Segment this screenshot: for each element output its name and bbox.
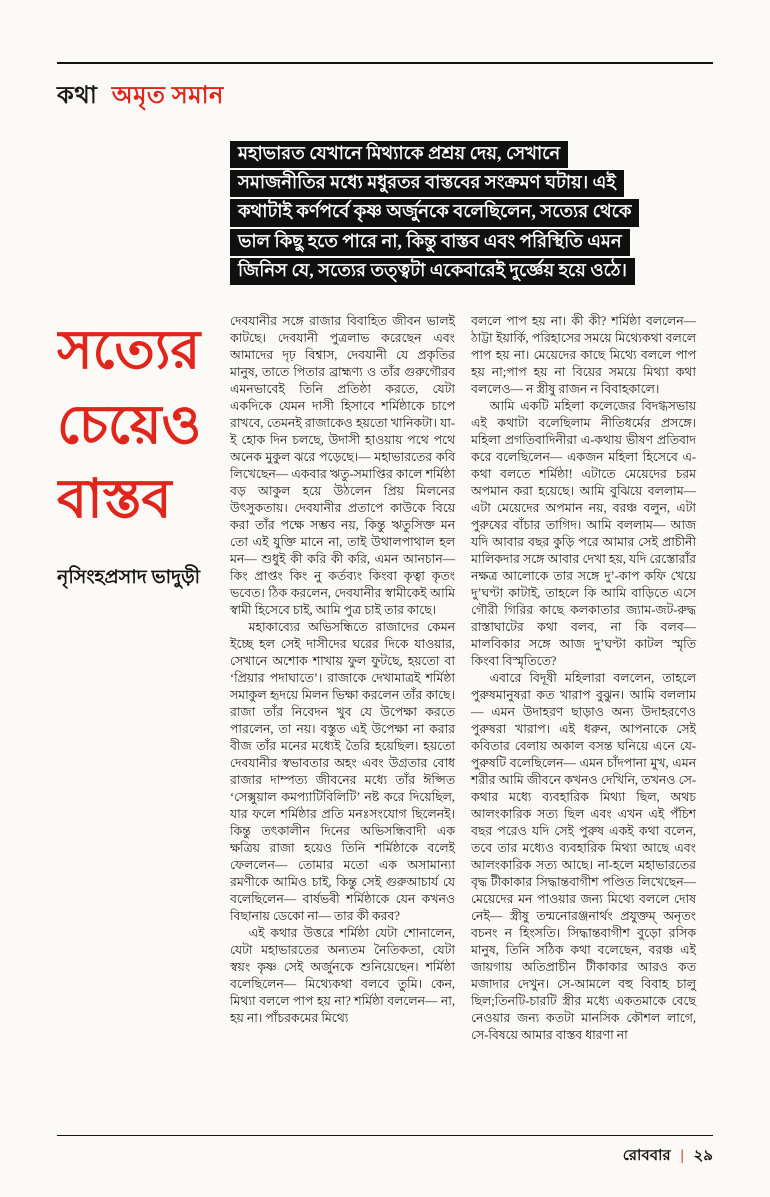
intro-line: সমাজনীতির মধ্যে মধুরতর বাস্তবের সংক্রমণ ঘটায়। এই: [230, 170, 624, 197]
intro-highlight-block: [230, 141, 713, 285]
body-paragraph: মহাকাব্যের অভিসন্ধিতে রাজাদের কেমন ইচ্ছে হল সেই দাসীদের ঘরের দিকে যাওয়ার, সেখানে অশোক শাখায় ফুল ফুটছে, হয়তো বা ‘প্রিয়ার পদাঘাতে’। রাজাকে দেখামাত্রই শর্মিষ্ঠা সমাকুল হৃদয়ে মিলন ভিক্ষা করলেন তাঁর কাছে। রাজা তাঁর নিবেদন খুব যে উপেক্ষা করতে পারলেন, তা নয়। বস্তুত এই উপেক্ষা না করার বীজ তাঁর মনের মধ্যেই তৈরি হয়েছিল। হয়তো দেবযানীর স্বভাবতার অহং এবং উগ্রতার বোধ রাজার দাম্পত্য জীবনের মধ্যে তাঁর ঈপ্সিত ‘সেক্সুয়াল কমপ্যাটিবিলিটি’ নষ্ট করে দিয়েছিল, যার ফলে শর্মিষ্ঠার প্রতি মনঃসংযোগ ছিলেনই। কিন্তু তৎকালীন দিনের অভিসন্ধিবাদী এক ক্ষত্রিয় রাজা হয়েও তিনি শর্মিষ্ঠাকে বলেই ফেললেন— তোমার মতো এক অসামান্যা রমণীকে আমিও চাই, কিন্তু সেই গুরুআচার্য যে বলেছিলেন— বার্ষভৰী শর্মিষ্ঠাকে যেন কখনও বিছানায় ডেকো না— তার কী করব?: [230, 619, 455, 923]
section-kicker: [57, 77, 713, 117]
page-footer: [57, 1135, 713, 1169]
body-column-2: [471, 313, 696, 1165]
magazine-name: রোববার: [622, 1148, 671, 1164]
body-paragraph: এই কথার উত্তরে শর্মিষ্ঠা যেটা শোনালেন, যেটা মহাভারতের অন্যতম নৈতিকতা, যেটা স্বয়ং কৃষ্ণ সেই অর্জুনকে শুনিয়েছেন। শর্মিষ্ঠা বলেছিলেন— মিথ্যেকথা বলবে তুমি। কেন, মিথ্যা বললে পাপ হয় না? শর্মিষ্ঠা বললেন— না, হয় না। পাঁচরকমের মিথ্যে: [230, 925, 455, 1025]
intro-line: ভাল কিছু হতে পারে না, কিন্তু বাস্তব এবং পরিস্থিতি এমন: [230, 229, 630, 256]
intro-line: কথাটাই কর্ণপর্বে কৃষ্ণ অর্জুনকে বলেছিলেন, সত্যের থেকে: [230, 199, 639, 226]
body-column-1: [230, 313, 455, 1165]
page-number: ২৯: [693, 1148, 713, 1164]
body-paragraph: এবারে বিদূষী মহিলারা বললেন, তাহলে পুরুষমানুষরা কত খারাপ বুঝুন। আমি বললাম— এমন উদাহরণ ছাড়াও অন্য উদাহরণেও পুরুষরা খারাপ। এই ধরুন, আপনাকে সেই কবিতার বেলায় অকাল বসন্ত ঘনিয়ে এনে যে-পুরুষটি বলেছিলেন— এমন চাঁদপানা মুখ, এমন শরীর আমি জীবনে কখনও দেখিনি, তখনও সে-কথার মধ্যে ব্যবহারিক মিথ্যা ছিল, অথচ আলংকারিক সত্য ছিল এবং এখন এই পঁচিশ বছর পরেও যদি সেই পুরুষ একই কথা বলেন, তবে তার মধ্যেও ব্যবহারিক মিথ্যা আছে এবং আলংকারিক সত্য আছে। না-হলে মহাভারতের বৃদ্ধ টীকাকার সিদ্ধান্তবাগীশ পণ্ডিত লিখেছেন— মেয়েদের মন পাওয়ার জন্য মিথ্যে বললে দোষ নেই— স্ত্রীষু তন্মনোরঞ্জনার্থং প্রযুক্তম্ অনৃতং বচনং ন হিংসতি। সিদ্ধান্তবাগীশ বুড়ো রসিক মানুষ, তিনি সঠিক কথা বলেছেন, বরঞ্চ এই জায়গায় অতিপ্রাচীন টীকাকার আরও কত মজাদার দেখুন। সে-আমলে বহু বিবাহ চালু ছিল;তিনটি-চারটি স্ত্রীর মধ্যে একতমাকে বেছে নেওয়ার জন্য কতটা মানসিক কৌশল লাগে, সে-বিষয়ে আমার বাস্তব ধারণা না: [471, 670, 696, 1042]
article-body: [57, 313, 713, 1165]
page-content: [57, 0, 713, 1165]
footer-rule: [57, 1135, 713, 1136]
footer-text: [57, 1144, 713, 1169]
headline-line: চেয়েও: [57, 394, 202, 455]
kicker-word-red: অমৃত সমান: [111, 83, 224, 109]
top-rule: [57, 62, 713, 64]
body-paragraph: দেবযানীর সঙ্গে রাজার বিবাহিত জীবন ভালই কাটছে। দেবযানী পুত্রলাভ করেছেন এবং আমাদের দৃঢ় বিশ্বাস, দেবযানী যে প্রকৃতির মানুষ, তাতে পিতার ব্রাহ্মণ্য ও তাঁর গুরুগৌরব এমনভাবেই তিনি প্রতিষ্ঠা করতে, যেটা একদিকে যেমন দাসী হিসাবে শর্মিষ্ঠাকে চাপে রাখবে, তেমনই রাজাকেও হয়তো খানিকটা। যা-ই হোক দিন চলছে, উদাসী হাওয়ায় পথে পথে অনেক মুকুল ঝরে পড়েছে।— মহাভারতের কবি লিখেছেন— একবার ঋতু-সমাপ্তির কালে শর্মিষ্ঠা বড় আকুল হয়ে উঠলেন প্রিয় মিলনের উৎসুকতায়। দেবযানীর প্রতাপে কাউকে বিয়ে করা তাঁর পক্ষে সম্ভব নয়, কিন্তু ঋতুসিক্ত মন তো এই যুক্তি মানে না, তাই উথালপাথাল হল মন— শুধুই কী করি কী করি, এমন আনচান— কিং প্রাপ্তং কিং নু কর্তব্যং কিংবা কৃত্বা কৃতং ভবেত। ঠিক করলেন, দেবযানীর স্বামীকেই আমি স্বামী হিসেবে চাই, আমি পুত্র চাই তার কাছে।: [230, 314, 455, 617]
author-byline: নৃসিংহপ্রসাদ ভাদুড়ী: [57, 566, 201, 588]
footer-separator: |: [680, 1148, 684, 1164]
headline-rail: [57, 313, 230, 1165]
intro-line: জিনিস যে, সত্যের তত্ত্বটা একেবারেই দুর্জ্ঞেয় হয়ে ওঠে।: [230, 258, 635, 285]
body-paragraph: আমি একটি মহিলা কলেজের বিদগ্ধসভায় এই কথাটা বলেছিলাম নীতিধর্মের প্রসঙ্গে। মহিলা প্রগতিবাদিনীরা এ-কথায় ভীষণ প্রতিবাদ করে বলেছিলেন— একজন মহিলা হিসেবে এ-কথা বলতে শর্মিষ্ঠা! এটাতে মেয়েদের চরম অপমান করা হয়েছে। আমি বুঝিয়ে বললাম— এটা মেয়েদের অপমান নয়, বরঞ্চ বলুন, এটা পুরুষের বাঁচার তাগিদ। আমি বললাম— আজ যদি আবার বছর কুড়ি পরে আমার সেই প্রাচীনী মালিকদার সঙ্গে আবার দেখা হয়, যদি রেস্তোরাঁর নক্ষত্র আলোকে তার সঙ্গে দু’-কাপ কফি খেয়ে দু’ঘণ্টা কাটাই, তাহলে কি আমি বাড়িতে এসে গৌরী গিরির কাছে কলকাতার জ্যাম-জট-রুদ্ধ রাস্তাঘাটের কথা বলব, না কি বলব— মালবিকার সঙ্গে আজ দু’ঘণ্টা কাটল স্মৃতি কিংবা বিস্মৃতিতে?: [471, 399, 696, 668]
article-headline: [57, 313, 230, 537]
headline-line: বাস্তব: [57, 469, 172, 530]
intro-line: মহাভারত যেখানে মিথ্যাকে প্রশ্রয় দেয়, সেখানে: [230, 141, 568, 168]
kicker-word-black: কথা: [57, 83, 98, 109]
headline-line: সত্যের: [57, 320, 201, 381]
body-paragraph: বললে পাপ হয় না। কী কী? শর্মিষ্ঠা বললেন— ঠাট্টা ইয়ার্কি, পরিহাসের সময়ে মিথ্যেকথা বললে পাপ হয় না। মেয়েদের কাছে মিথ্যে বললে পাপ হয় না;পাপ হয় না বিয়ের সময়ে মিথ্যা কথা বললেও— ন স্ত্রীষু রাজন ন বিবাহকালে।: [471, 314, 696, 397]
